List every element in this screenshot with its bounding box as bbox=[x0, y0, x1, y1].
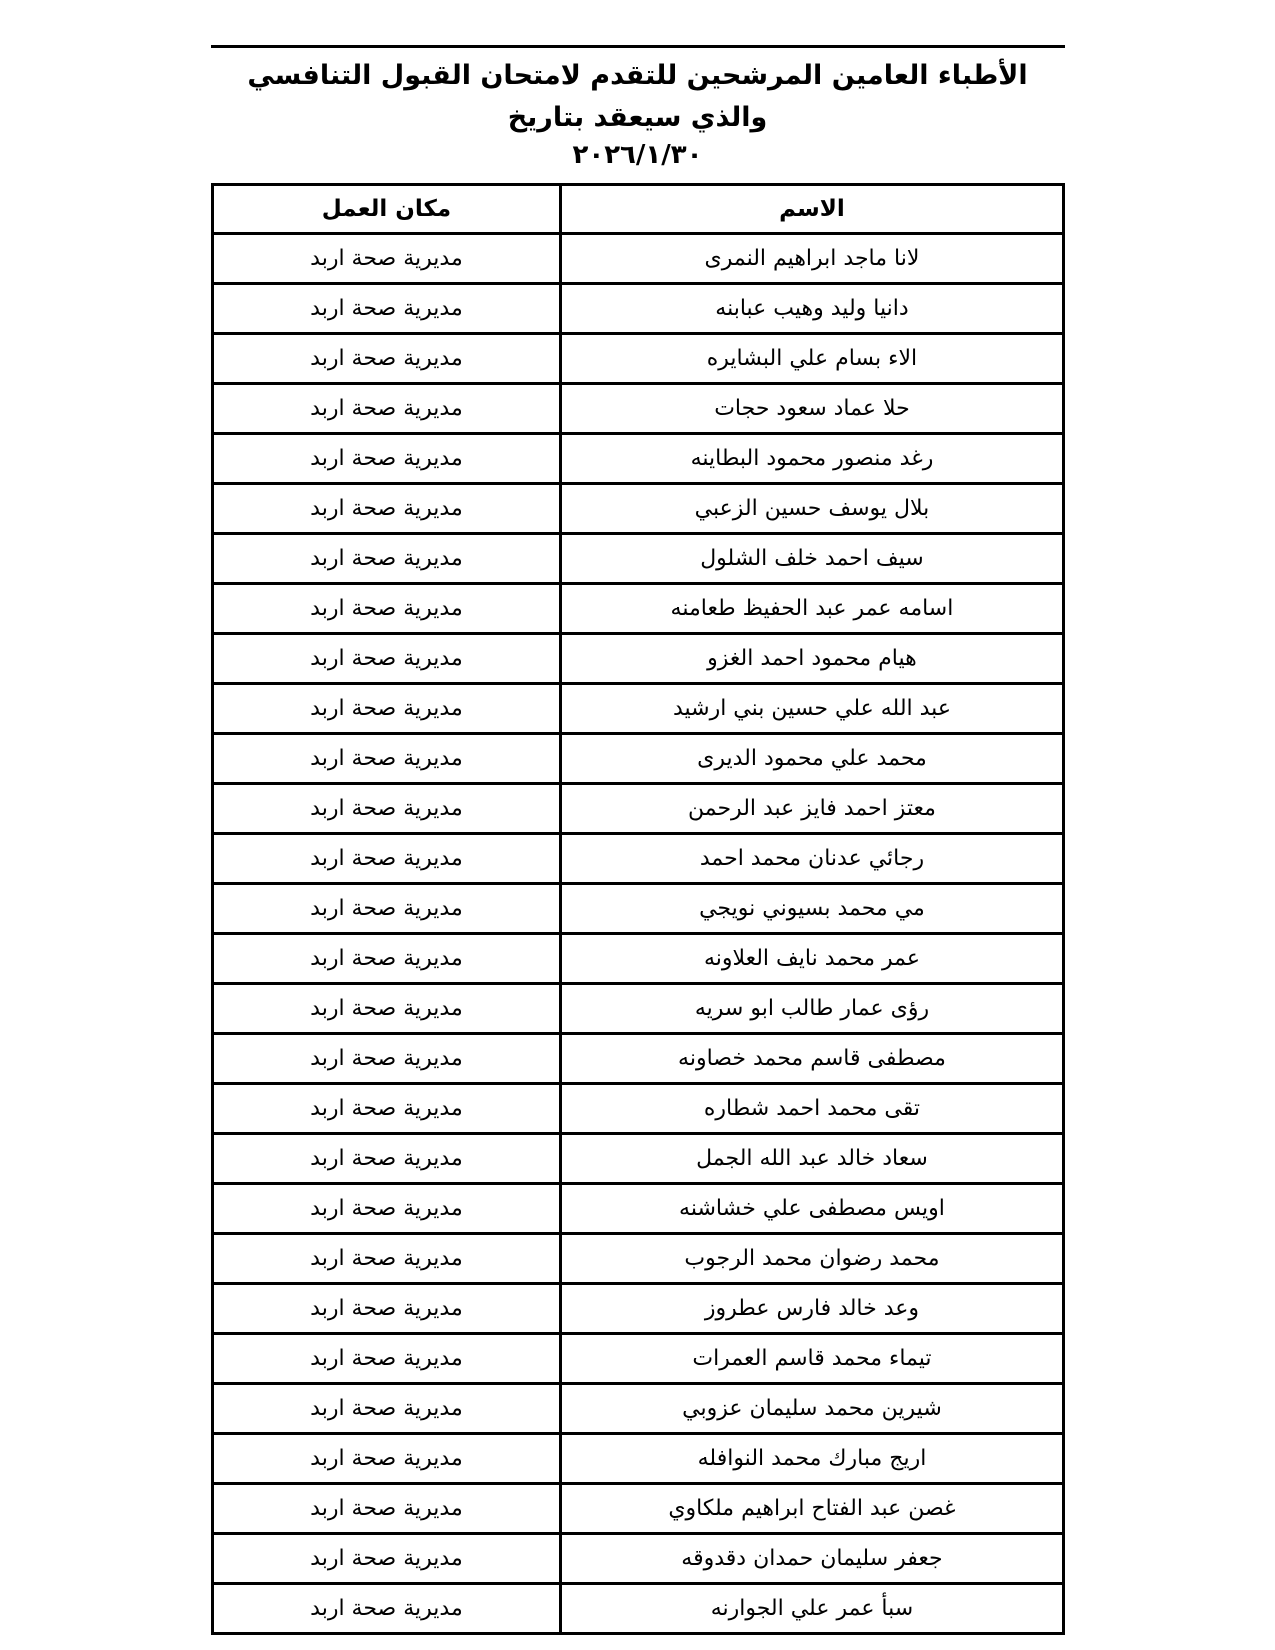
table-row bbox=[212, 1184, 1063, 1234]
workplace-cell: مديرية صحة اربد bbox=[212, 984, 561, 1034]
table-row bbox=[212, 634, 1063, 684]
table-row bbox=[212, 1434, 1063, 1484]
name-cell: مصطفى قاسم محمد خصاونه bbox=[561, 1034, 1063, 1084]
workplace-cell: مديرية صحة اربد bbox=[212, 1234, 561, 1284]
workplace-cell: مديرية صحة اربد bbox=[212, 434, 561, 484]
candidates-table bbox=[211, 183, 1065, 1635]
table-row bbox=[212, 1334, 1063, 1384]
table-row bbox=[212, 734, 1063, 784]
table-row bbox=[212, 284, 1063, 334]
table-row bbox=[212, 1284, 1063, 1334]
workplace-cell: مديرية صحة اربد bbox=[212, 234, 561, 284]
table-row bbox=[212, 1484, 1063, 1534]
table-row bbox=[212, 434, 1063, 484]
name-cell: بلال يوسف حسين الزعبي bbox=[561, 484, 1063, 534]
workplace-cell: مديرية صحة اربد bbox=[212, 1284, 561, 1334]
workplace-cell: مديرية صحة اربد bbox=[212, 284, 561, 334]
workplace-cell: مديرية صحة اربد bbox=[212, 834, 561, 884]
workplace-cell: مديرية صحة اربد bbox=[212, 534, 561, 584]
name-cell: هيام محمود احمد الغزو bbox=[561, 634, 1063, 684]
workplace-cell: مديرية صحة اربد bbox=[212, 584, 561, 634]
workplace-cell: مديرية صحة اربد bbox=[212, 1484, 561, 1534]
exam-date: ٢٠٢٦/١/٣٠ bbox=[572, 140, 703, 170]
workplace-cell: مديرية صحة اربد bbox=[212, 884, 561, 934]
title-block bbox=[211, 55, 1065, 172]
table-row bbox=[212, 834, 1063, 884]
name-cell: معتز احمد فايز عبد الرحمن bbox=[561, 784, 1063, 834]
name-cell: رؤى عمار طالب ابو سريه bbox=[561, 984, 1063, 1034]
name-cell: وعد خالد فارس عطروز bbox=[561, 1284, 1063, 1334]
name-cell: مي محمد بسيوني نويجي bbox=[561, 884, 1063, 934]
name-cell: عمر محمد نايف العلاونه bbox=[561, 934, 1063, 984]
name-cell: محمد علي محمود الديرى bbox=[561, 734, 1063, 784]
name-cell: سيف احمد خلف الشلول bbox=[561, 534, 1063, 584]
name-cell: عبد الله علي حسين بني ارشيد bbox=[561, 684, 1063, 734]
name-cell: تقى محمد احمد شطاره bbox=[561, 1084, 1063, 1134]
name-cell: الاء بسام علي البشايره bbox=[561, 334, 1063, 384]
name-cell: لانا ماجد ابراهيم النمرى bbox=[561, 234, 1063, 284]
workplace-cell: مديرية صحة اربد bbox=[212, 1134, 561, 1184]
workplace-cell: مديرية صحة اربد bbox=[212, 1084, 561, 1134]
workplace-cell: مديرية صحة اربد bbox=[212, 484, 561, 534]
table-row bbox=[212, 534, 1063, 584]
table-row bbox=[212, 1384, 1063, 1434]
name-cell: اسامه عمر عبد الحفيظ طعامنه bbox=[561, 584, 1063, 634]
page-title: الأطباء العامين المرشحين للتقدم لامتحان القبول التنافسي والذي سيعقد بتاريخ bbox=[247, 60, 1028, 133]
name-cell: سعاد خالد عبد الله الجمل bbox=[561, 1134, 1063, 1184]
name-cell: تيماء محمد قاسم العمرات bbox=[561, 1334, 1063, 1384]
workplace-cell: مديرية صحة اربد bbox=[212, 1534, 561, 1584]
name-cell: حلا عماد سعود حجات bbox=[561, 384, 1063, 434]
workplace-cell: مديرية صحة اربد bbox=[212, 1384, 561, 1434]
workplace-cell: مديرية صحة اربد bbox=[212, 1184, 561, 1234]
workplace-cell: مديرية صحة اربد bbox=[212, 334, 561, 384]
workplace-cell: مديرية صحة اربد bbox=[212, 1434, 561, 1484]
name-cell: شيرين محمد سليمان عزوبي bbox=[561, 1384, 1063, 1434]
table-row bbox=[212, 1534, 1063, 1584]
table-row bbox=[212, 684, 1063, 734]
table-row bbox=[212, 584, 1063, 634]
table-row bbox=[212, 934, 1063, 984]
workplace-cell: مديرية صحة اربد bbox=[212, 1584, 561, 1634]
table-row bbox=[212, 884, 1063, 934]
name-cell: سبأ عمر علي الجوارنه bbox=[561, 1584, 1063, 1634]
column-header-name: الاسم bbox=[561, 185, 1063, 234]
name-cell: غصن عبد الفتاح ابراهيم ملكاوي bbox=[561, 1484, 1063, 1534]
table-row bbox=[212, 234, 1063, 284]
workplace-cell: مديرية صحة اربد bbox=[212, 1334, 561, 1384]
workplace-cell: مديرية صحة اربد bbox=[212, 784, 561, 834]
table-row bbox=[212, 334, 1063, 384]
workplace-cell: مديرية صحة اربد bbox=[212, 734, 561, 784]
table-row bbox=[212, 1134, 1063, 1184]
workplace-cell: مديرية صحة اربد bbox=[212, 934, 561, 984]
name-cell: جعفر سليمان حمدان دقدوقه bbox=[561, 1534, 1063, 1584]
table-row bbox=[212, 1584, 1063, 1634]
workplace-cell: مديرية صحة اربد bbox=[212, 634, 561, 684]
column-header-workplace: مكان العمل bbox=[212, 185, 561, 234]
workplace-cell: مديرية صحة اربد bbox=[212, 1034, 561, 1084]
workplace-cell: مديرية صحة اربد bbox=[212, 684, 561, 734]
table-body bbox=[212, 234, 1063, 1634]
name-cell: دانيا وليد وهيب عبابنه bbox=[561, 284, 1063, 334]
name-cell: رغد منصور محمود البطاينه bbox=[561, 434, 1063, 484]
table-row bbox=[212, 1084, 1063, 1134]
table-row bbox=[212, 1234, 1063, 1284]
name-cell: اويس مصطفى علي خشاشنه bbox=[561, 1184, 1063, 1234]
table-row bbox=[212, 384, 1063, 434]
table-row bbox=[212, 1034, 1063, 1084]
table-row bbox=[212, 984, 1063, 1034]
table-row bbox=[212, 484, 1063, 534]
workplace-cell: مديرية صحة اربد bbox=[212, 384, 561, 434]
name-cell: محمد رضوان محمد الرجوب bbox=[561, 1234, 1063, 1284]
name-cell: رجائي عدنان محمد احمد bbox=[561, 834, 1063, 884]
header-rule bbox=[211, 45, 1065, 48]
table-row bbox=[212, 784, 1063, 834]
name-cell: اريج مبارك محمد النوافله bbox=[561, 1434, 1063, 1484]
table-header-row bbox=[212, 185, 1063, 234]
